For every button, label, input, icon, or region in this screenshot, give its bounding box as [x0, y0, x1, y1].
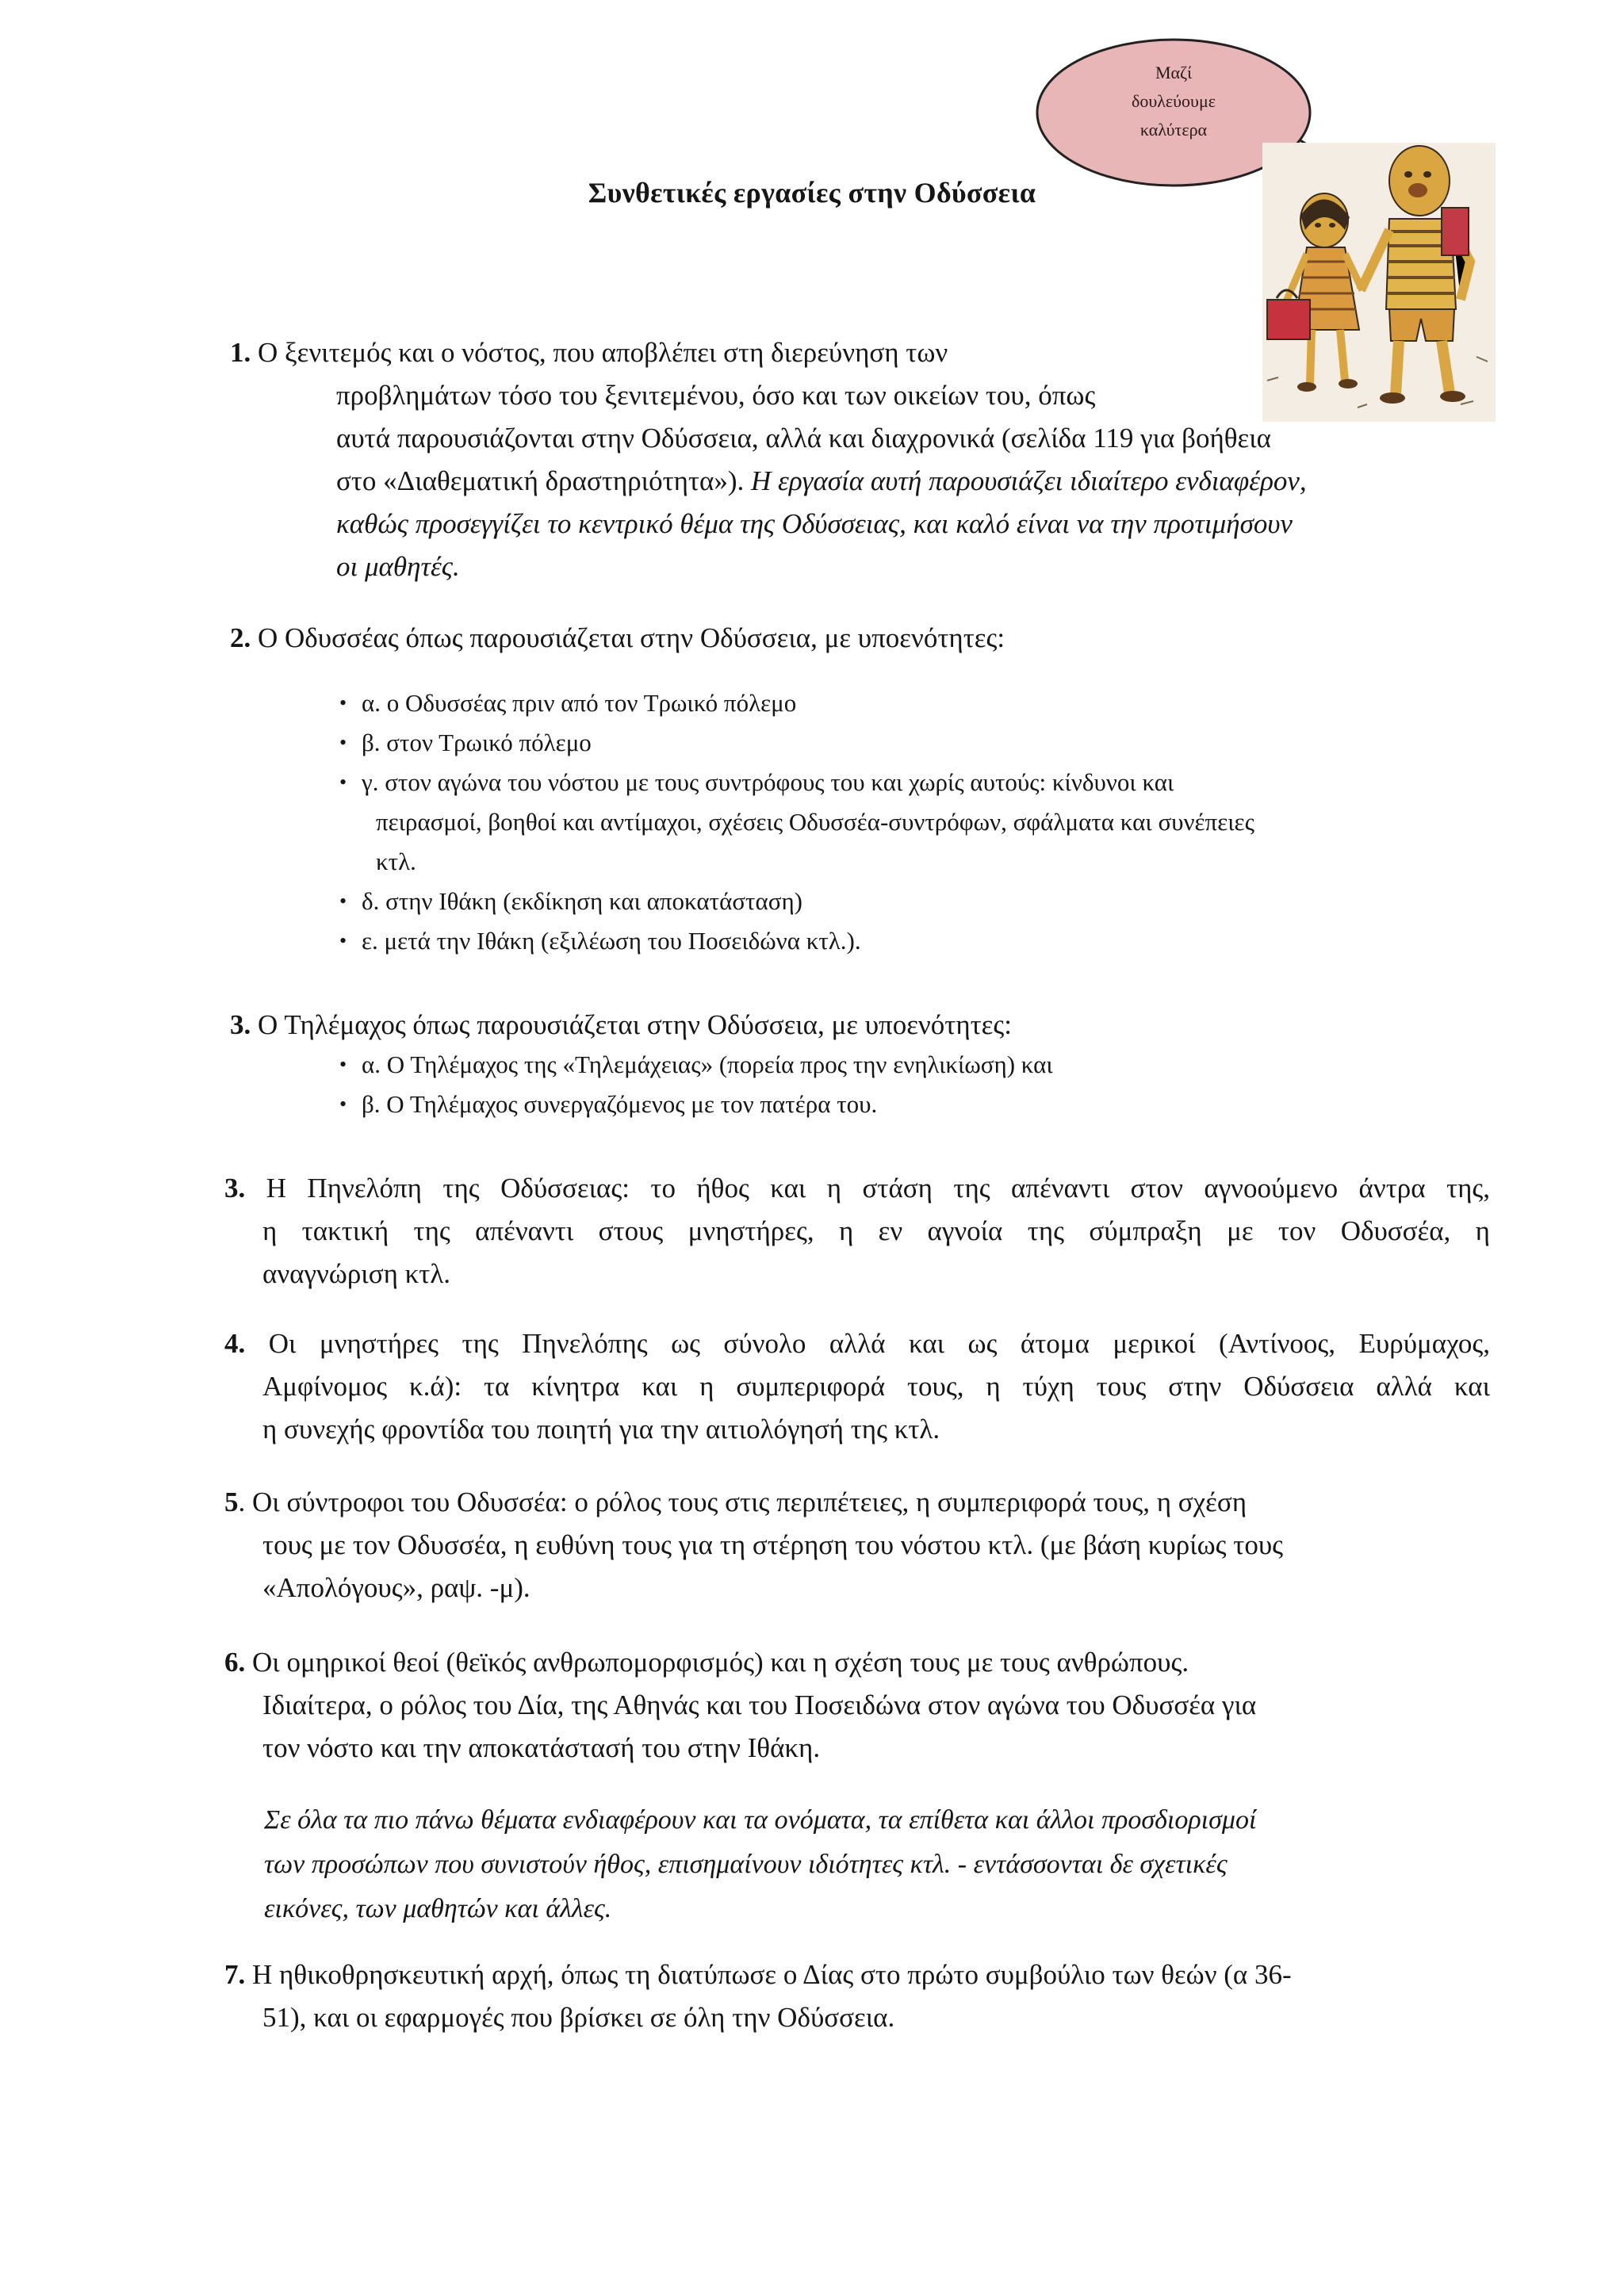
item-text-line: Η ηθικοθρησκευτική αρχή, όπως τη διατύπωσε ο Δίας στο πρώτο συμβούλιο των θεών (α 36-	[252, 1959, 1292, 1990]
item-number: 5	[224, 1487, 239, 1517]
item-3-telemachus	[230, 1004, 1483, 1047]
item-number: 2.	[230, 622, 251, 653]
note-line: Σε όλα τα πιο πάνω θέματα ενδιαφέρουν και τα ονόματα, τα επίθετα και άλλοι προσδιορισμοί	[264, 1805, 1257, 1835]
item-note-italic: Η εργασία αυτή παρουσιάζει ιδιαίτερο ενδιαφέρον,	[751, 465, 1307, 496]
subtopic-item: • α. Ο Τηλέμαχος της «Τηλεμάχειας» (πορεία προς την ενηλικίωση) και	[339, 1045, 1513, 1085]
subtopic-item-continued: πειρασμοί, βοηθοί και αντίμαχοι, σχέσεις Οδυσσέα-συντρόφων, σφάλματα και συνέπειες	[376, 808, 1254, 836]
italic-note	[264, 1798, 1501, 1931]
item-note-italic: οι μαθητές.	[336, 551, 460, 582]
item-number: 4.	[224, 1328, 246, 1359]
item-number: 1.	[230, 337, 251, 368]
item-text-line: τον νόστο και την αποκατάστασή του στην Ιθάκη.	[262, 1732, 821, 1763]
document-title: Συνθετικές εργασίες στην Οδύσσεια	[588, 177, 1036, 209]
item-1	[230, 331, 1483, 588]
subtopic-item: • β. Ο Τηλέμαχος συνεργαζόμενος με τον πατέρα του.	[339, 1085, 1513, 1124]
item-number: 3.	[224, 1173, 246, 1203]
item-3-subtopics	[339, 1045, 1513, 1124]
item-text-line: . Οι σύντροφοι του Οδυσσέα: ο ρόλος τους στις περιπέτειες, η συμπεριφορά τους, η σχέση	[238, 1487, 1247, 1517]
item-text-line: στο «Διαθεματική δραστηριότητα»).	[336, 465, 745, 496]
item-2	[230, 617, 1483, 660]
item-text-line: Ο Τηλέμαχος όπως παρουσιάζεται στην Οδύσσεια, με υποενότητες:	[258, 1009, 1012, 1040]
subtopic-item: • γ. στον αγώνα του νόστου με τους συντρόφους του και χωρίς αυτούς: κίνδυνοι και	[339, 763, 1513, 802]
note-line: των προσώπων που συνιστούν ήθος, επισημαίνουν ιδιότητες κτλ. - εντάσσονται δε σχετικές	[264, 1850, 1228, 1879]
item-text-line: Η Πηνελόπη της Οδύσσειας: το ήθος και η στάση της απέναντι στον αγνοούμενο άντρα της,	[266, 1173, 1491, 1203]
item-7	[224, 1954, 1490, 2039]
item-text-line: Ο Οδυσσέας όπως παρουσιάζεται στην Οδύσσεια, με υποενότητες:	[258, 622, 1005, 653]
subtopic-item: • δ. στην Ιθάκη (εκδίκηση και αποκατάσταση)	[339, 882, 1513, 921]
item-text-line: Ο ξενιτεμός και ο νόστος, που αποβλέπει στη διερεύνηση των	[258, 337, 948, 368]
item-text-line: αυτά παρουσιάζονται στην Οδύσσεια, αλλά και διαχρονικά (σελίδα 119 για βοήθεια	[336, 423, 1271, 453]
item-number: 7.	[224, 1959, 246, 1990]
subtopic-item: • β. στον Τρωικό πόλεμο	[339, 723, 1513, 763]
item-text-line: αναγνώριση κτλ.	[262, 1258, 451, 1289]
item-number: 6.	[224, 1647, 246, 1678]
item-text-line: η τακτική της απέναντι στους μνηστήρες, η εν αγνοία της σύμπραξη με τον Οδυσσέα, η	[262, 1215, 1490, 1246]
bubble-line: Μαζί	[1155, 63, 1193, 82]
item-text-line: 51), και οι εφαρμογές που βρίσκει σε όλη την Οδύσσεια.	[262, 2002, 895, 2033]
subtopic-item: • ε. μετά την Ιθάκη (εξιλέωση του Ποσειδώνα κτλ.).	[339, 921, 1513, 961]
speech-bubble-text	[1055, 59, 1293, 144]
item-text-line: προβλημάτων τόσο του ξενιτεμένου, όσο και των οικείων του, όπως	[336, 380, 1096, 411]
item-note-italic: καθώς προσεγγίζει το κεντρικό θέμα της Οδύσσειας, και καλό είναι να την προτιμήσουν	[336, 508, 1293, 539]
item-3-penelope	[224, 1167, 1490, 1295]
bubble-line: δουλεύουμε	[1132, 91, 1216, 111]
item-text-line: Αμφίνομος κ.ά): τα κίνητρα και η συμπεριφορά τους, η τύχη τους στην Οδύσσεια αλλά και	[262, 1371, 1490, 1402]
item-text-line: Οι ομηρικοί θεοί (θεϊκός ανθρωπομορφισμός) και η σχέση τους με τους ανθρώπους.	[252, 1647, 1189, 1678]
item-text-line: «Απολόγους», ραψ. -μ).	[262, 1572, 530, 1603]
item-2-subtopics	[339, 683, 1513, 961]
bubble-line: καλύτερα	[1139, 120, 1208, 140]
item-text-line: η συνεχής φροντίδα του ποιητή για την αιτιολόγησή της κτλ.	[262, 1414, 940, 1445]
item-text-line: τους με τον Οδυσσέα, η ευθύνη τους για τη στέρηση του νόστου κτλ. (με βάση κυρίως τους	[262, 1529, 1284, 1560]
subtopic-item: • α. ο Οδυσσέας πριν από τον Τρωικό πόλεμο	[339, 683, 1513, 723]
item-5	[224, 1481, 1490, 1609]
item-text-line: Οι μνηστήρες της Πηνελόπης ως σύνολο αλλά και ως άτομα μερικοί (Αντίνοος, Ευρύμαχος,	[268, 1328, 1490, 1359]
subtopic-item-continued: κτλ.	[376, 848, 416, 875]
item-text-line: Ιδιαίτερα, ο ρόλος του Δία, της Αθηνάς και του Ποσειδώνα στον αγώνα του Οδυσσέα για	[262, 1689, 1257, 1720]
item-6	[224, 1641, 1490, 1770]
item-number: 3.	[230, 1009, 251, 1040]
note-line: εικόνες, των μαθητών και άλλες.	[264, 1894, 612, 1923]
item-4	[224, 1322, 1490, 1451]
